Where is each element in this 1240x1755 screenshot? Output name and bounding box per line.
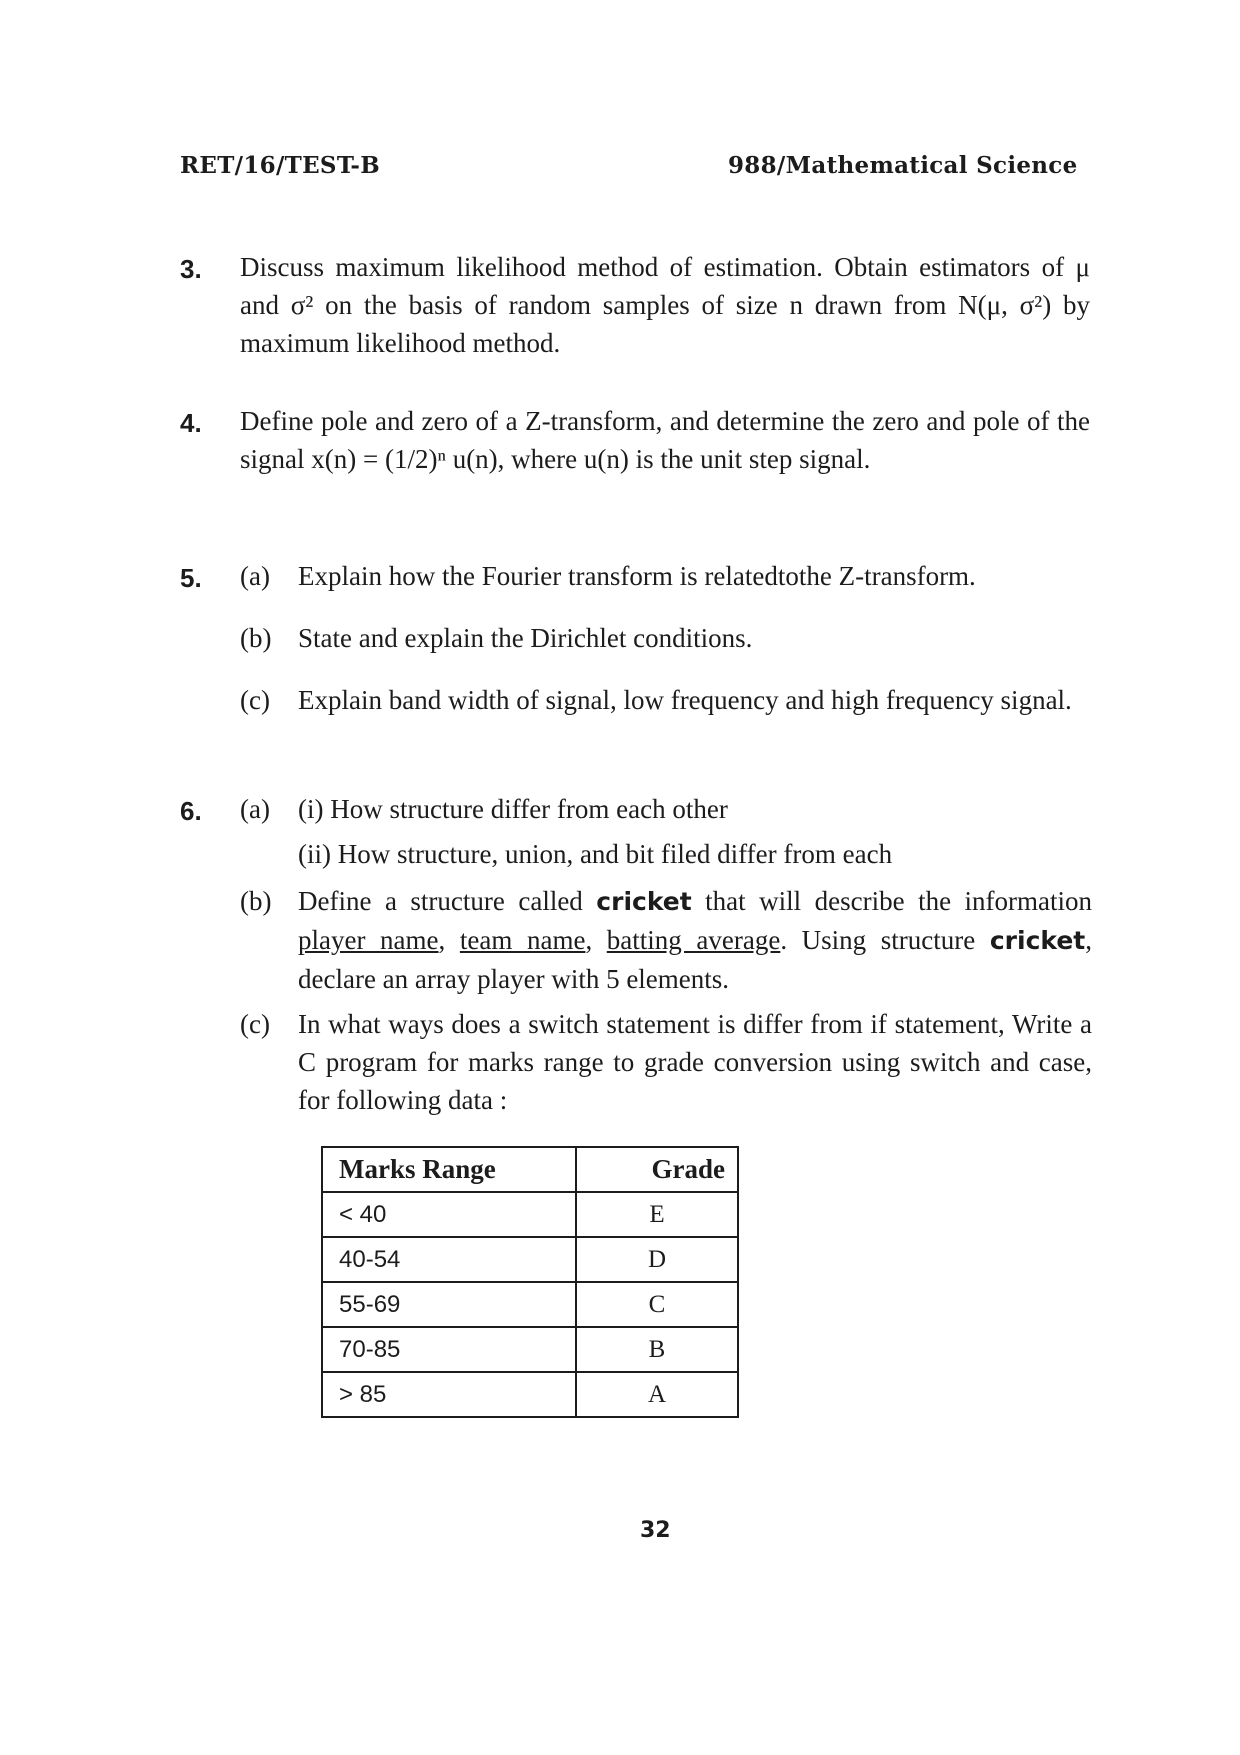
marks-range-cell: 55-69 [322,1282,576,1327]
table-row [322,1282,738,1327]
grade-cell: C [576,1282,738,1327]
marks-range-cell: > 85 [322,1372,576,1417]
sub-question-label: (c) [240,685,270,715]
table-row [322,1372,738,1417]
subject-title: 988/Mathematical Science [728,152,1078,179]
sub-question-text: In what ways does a switch statement is differ from if statement, Write a C program for marks range to grade conversion using switch and case, for following data : [298,1009,1092,1115]
marks-range-cell: 40-54 [322,1237,576,1282]
underlined-term: batting average [606,925,781,955]
sub-question-label: (a) [240,561,270,591]
question-number: 5. [180,563,202,593]
question-number: 4. [180,408,202,438]
grade-cell: E [576,1192,738,1237]
sub-question-text: Define a structure called cricket that will describe the information player name, team name, batting average. Using structure cricket, declare an array player with 5 elements. [298,886,1093,994]
table-row [322,1237,738,1282]
page-number: 32 [640,1518,671,1543]
marks-range-cell: 70-85 [322,1327,576,1372]
grade-cell: D [576,1237,738,1282]
sub-question-text: State and explain the Dirichlet conditions. [298,623,753,653]
sub-question-label: (a) [240,794,270,824]
underlined-term: player name [298,925,439,955]
structure-name: cricket [989,926,1086,955]
table-header-row [322,1147,738,1192]
marks-range-cell: < 40 [322,1192,576,1237]
question-number: 3. [180,254,202,284]
sub-question-label: (b) [240,623,272,653]
question-number: 6. [180,796,202,826]
underlined-term: team name [459,925,586,955]
grade-cell: A [576,1372,738,1417]
sub-question-part-ii: (ii) How structure, union, and bit filed differ from each [298,839,893,869]
question-text: Discuss maximum likelihood method of estimation. Obtain estimators of μ and σ² on the basis of random samples of size n drawn from N(μ, σ²) by maximum likelihood method. [240,252,1090,358]
sub-question-text: Explain band width of signal, low frequency and high frequency signal. [298,685,1072,715]
sub-question-label: (b) [240,886,272,916]
column-header: Marks Range [322,1147,576,1192]
column-header: Grade [576,1147,738,1192]
structure-name: cricket [596,887,692,916]
sub-question-part-i: (i) How structure differ from each other [298,794,728,824]
sub-question-text: Explain how the Fourier transform is relatedtothe Z-transform. [298,561,976,591]
table-row [322,1327,738,1372]
marks-grade-table [321,1146,739,1418]
grade-cell: B [576,1327,738,1372]
sub-question-label: (c) [240,1009,270,1039]
table-row [322,1192,738,1237]
paper-code: RET/16/TEST-B [180,152,381,179]
question-text: Define pole and zero of a Z-transform, and determine the zero and pole of the signal x(n) = (1/2)ⁿ u(n), where u(n) is the unit step signal. [240,406,1090,474]
